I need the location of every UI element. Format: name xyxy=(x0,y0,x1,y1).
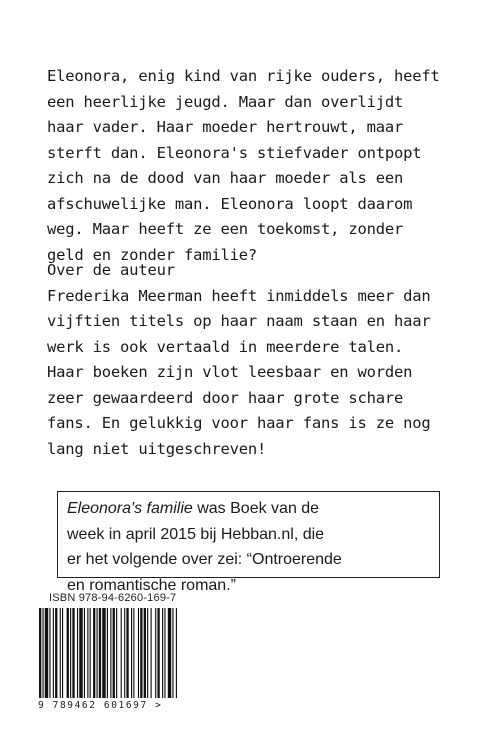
barcode-bar xyxy=(172,608,173,698)
blurb-line: afschuwelijke man. Eleonora loopt daarom xyxy=(47,194,413,213)
barcode-bar xyxy=(49,608,50,698)
barcode-bar xyxy=(131,608,132,698)
blurb-line: weg. Maar heeft ze een toekomst, zonder xyxy=(47,220,404,238)
barcode-bar xyxy=(157,608,159,698)
barcode-bar xyxy=(67,608,69,698)
barcode-bar xyxy=(87,608,88,698)
isbn-barcode xyxy=(38,608,183,712)
author-line: Haar boeken zijn vlot leesbaar en worden xyxy=(47,363,413,381)
barcode-bar xyxy=(102,608,105,698)
blurb-line: Eleonora, enig kind van rijke ouders, heeft xyxy=(47,67,440,85)
barcode-bar xyxy=(90,608,91,698)
author-line: werk is ook vertaald in meerdere talen. xyxy=(47,337,404,356)
review-text xyxy=(67,496,342,598)
barcode-bar xyxy=(53,608,54,698)
barcode-bar xyxy=(79,608,82,698)
review-line-rest: was Boek van de xyxy=(192,500,320,517)
barcode-bar xyxy=(168,608,171,698)
barcode-bar xyxy=(144,608,146,698)
barcode-icon xyxy=(38,608,183,700)
barcode-bar xyxy=(162,608,163,698)
barcode-bar xyxy=(140,608,142,698)
blurb-line: geld en zonder familie? xyxy=(47,245,258,264)
barcode-bar xyxy=(42,608,43,698)
review-line: week in april 2015 bij Hebban.nl, die xyxy=(67,525,325,543)
barcode-bar xyxy=(62,608,63,698)
review-line: er het volgende over zei: “Ontroerende xyxy=(67,551,342,568)
barcode-bar xyxy=(147,608,148,698)
author-section xyxy=(47,258,467,462)
barcode-bar xyxy=(45,608,48,698)
barcode-bar xyxy=(77,608,78,698)
barcode-bar xyxy=(113,608,115,698)
barcode-bar xyxy=(151,608,152,698)
author-line: Frederika Meerman heeft inmiddels meer dan xyxy=(47,286,431,305)
barcode-bar xyxy=(99,608,101,698)
barcode-bar xyxy=(55,608,57,698)
author-line: lang niet uitgeschreven! xyxy=(47,439,267,458)
barcode-bar xyxy=(176,608,177,698)
review-book-title: Eleonora's familie xyxy=(67,500,193,517)
barcode-bar xyxy=(84,608,85,698)
author-line: vijftien titels op haar naam staan en haar xyxy=(47,312,431,330)
review-line xyxy=(67,496,342,522)
author-line: fans. En gelukkig voor haar fans is ze nog xyxy=(47,414,431,432)
barcode-bar xyxy=(133,608,134,698)
barcode-bar xyxy=(110,608,111,698)
author-heading: Over de auteur xyxy=(47,261,175,279)
blurb-line: een heerlijke jeugd. Maar dan overlijdt xyxy=(47,92,404,111)
review-line: en romantische roman.” xyxy=(67,576,236,594)
barcode-bar xyxy=(126,608,128,698)
blurb-paragraph xyxy=(47,64,467,268)
barcode-bar xyxy=(107,608,108,698)
barcode-bar xyxy=(97,608,98,698)
author-line: zeer gewaardeerd door haar grote schare xyxy=(47,388,404,407)
barcode-bar xyxy=(124,608,125,698)
barcode-bar xyxy=(121,608,122,698)
blurb-line: haar vader. Haar moeder hertrouwt, maar xyxy=(47,118,404,136)
barcode-bar xyxy=(60,608,61,698)
barcode-bar xyxy=(72,608,74,698)
barcode-digits: 9 789462 601697 > xyxy=(38,700,163,711)
barcode-bar xyxy=(164,608,165,698)
barcode-bar xyxy=(70,608,71,698)
blurb-line: sterft dan. Eleonora's stiefvader ontpopt xyxy=(47,143,422,162)
barcode-bar xyxy=(39,608,41,698)
review-quote-box xyxy=(57,491,440,594)
blurb-line: zich na de dood van haar moeder als een xyxy=(47,169,404,187)
barcode-bar xyxy=(93,608,95,698)
barcode-bar xyxy=(138,608,139,698)
barcode-bar xyxy=(116,608,117,698)
isbn-label: ISBN 978-94-6260-169-7 xyxy=(49,592,177,604)
barcode-bar xyxy=(155,608,156,698)
